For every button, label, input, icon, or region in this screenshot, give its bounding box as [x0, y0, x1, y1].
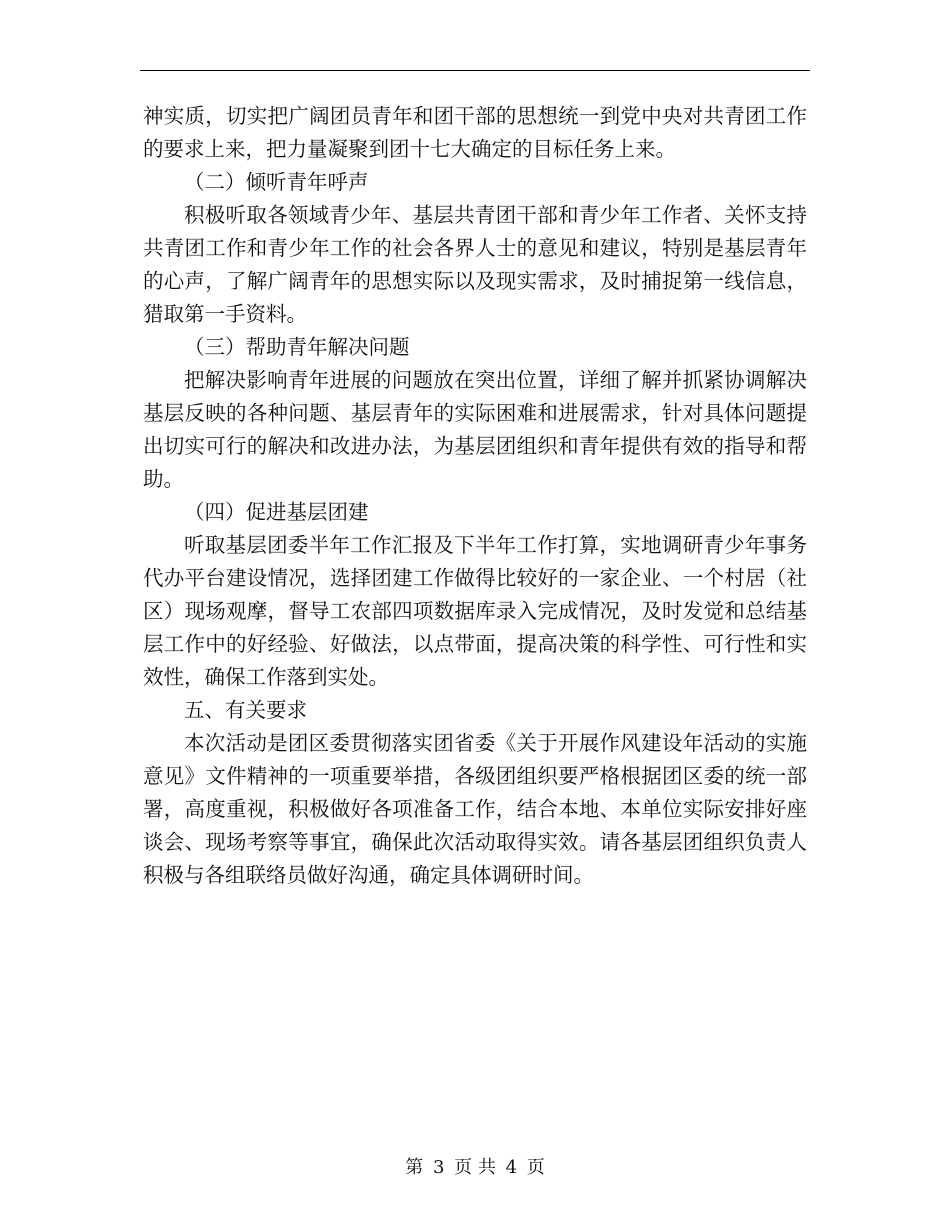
- footer-suffix: 页: [526, 1157, 545, 1178]
- page-number: 3: [432, 1157, 445, 1178]
- footer-mid: 页 共: [454, 1157, 496, 1178]
- section-heading: （三）帮助青年解决问题: [184, 335, 410, 359]
- paragraph: 把解决影响青年进展的问题放在突出位置，详细了解并抓紧协调解决基层反映的各种问题、基层青年的实际困难和进展需求，针对具体问题提出切实可行的解决和改进办法，为基层团组织和青年提供有效的指导和帮助。: [143, 368, 807, 491]
- total-pages: 4: [505, 1157, 518, 1178]
- page-footer: [0, 1153, 950, 1179]
- paragraph: 本次活动是团区委贯彻落实团省委《关于开展作风建设年活动的实施意见》文件精神的一项重要举措，各级团组织要严格根据团区委的统一部署，高度重视，积极做好各项准备工作，结合本地、本单位实际安排好座谈会、现场考察等事宜，确保此次活动取得实效。请各基层团组织负责人积极与各组联络员做好沟通，确定具体调研时间。: [143, 731, 807, 887]
- footer-prefix: 第: [405, 1157, 424, 1178]
- section-heading: （四）促进基层团建: [184, 500, 369, 524]
- section-heading: 五、有关要求: [184, 698, 307, 722]
- section-heading: （二）倾听青年呼声: [184, 170, 369, 194]
- paragraph: 积极听取各领域青少年、基层共青团干部和青少年工作者、关怀支持共青团工作和青少年工作的社会各界人士的意见和建议，特别是基层青年的心声，了解广阔青年的思想实际以及现实需求，及时捕捉第一线信息，猎取第一手资料。: [143, 203, 807, 326]
- paragraph: 听取基层团委半年工作汇报及下半年工作打算，实地调研青少年事务代办平台建设情况，选择团建工作做得比较好的一家企业、一个村居（社区）现场观摩，督导工农部四项数据库录入完成情况，及时发觉和总结基层工作中的好经验、好做法，以点带面，提高决策的科学性、可行性和实效性，确保工作落到实处。: [143, 533, 807, 689]
- header-rule: [140, 70, 810, 71]
- paragraph: 神实质，切实把广阔团员青年和团干部的思想统一到党中央对共青团工作的要求上来，把力量凝聚到团十七大确定的目标任务上来。: [143, 104, 807, 161]
- document-body: [143, 100, 807, 892]
